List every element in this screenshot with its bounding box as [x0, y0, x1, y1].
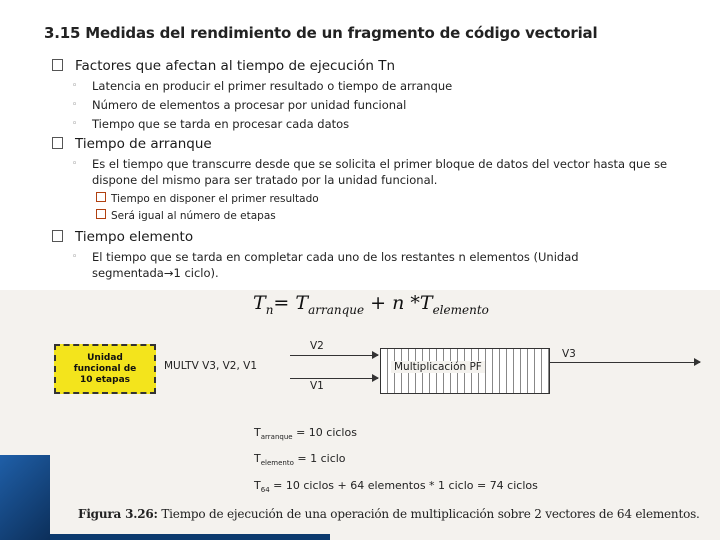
time-total: $T_{64} = 10$ ciclos + 64 elementos * 1 ciclo = 74 ciclos	[254, 479, 538, 495]
time-arranque: $T_{arranque} = 10$ ciclos	[254, 426, 357, 442]
pipeline-label: Multiplicación PF	[391, 361, 485, 373]
bullet-item	[72, 116, 692, 132]
formula: $T_n= T_{arranque} + n$ $*T_{elemento}$	[253, 292, 489, 317]
instruction-label: MULTV V3, V2, V1	[164, 360, 258, 372]
v2-label: V2	[310, 340, 324, 352]
section-heading-text: Tiempo de arranque	[75, 136, 212, 152]
figure-caption: Figura 3.26: Tiempo de ejecución de una operación de multiplicación sobre 2 vectores de 64 elementos.	[78, 507, 700, 521]
bullet-text: El tiempo que se tarda en completar cada uno de los restantes n elementos (Unidad segmentada→1 ciclo).	[92, 250, 579, 280]
bullet-item	[72, 249, 642, 281]
bullet-item	[72, 156, 692, 188]
square-bullet-icon	[52, 230, 63, 242]
section-heading-elemento	[52, 229, 193, 245]
checkbox-bullet-icon	[96, 209, 106, 219]
sub-bullet-item	[96, 209, 276, 222]
bullet-text: Tiempo que se tarda en procesar cada datos	[92, 117, 350, 131]
circle-bullet-icon: ◦	[72, 119, 78, 129]
arrow-v3	[550, 362, 700, 363]
page-title: 3.15 Medidas del rendimiento de un fragmento de código vectorial	[44, 24, 598, 42]
decorative-bar	[50, 534, 330, 540]
pipeline-box	[380, 348, 550, 394]
bullet-text: Número de elementos a procesar por unidad funcional	[92, 98, 407, 112]
bullet-item	[72, 97, 692, 113]
circle-bullet-icon: ◦	[72, 159, 78, 169]
square-bullet-icon	[52, 59, 63, 71]
checkbox-bullet-icon	[96, 192, 106, 202]
sub-bullet-text: Tiempo en disponer el primer resultado	[111, 193, 319, 205]
circle-bullet-icon: ◦	[72, 81, 78, 91]
section-heading-text: Tiempo elemento	[75, 229, 194, 245]
sub-bullet-item	[96, 192, 319, 205]
arrow-v1	[290, 378, 378, 379]
circle-bullet-icon: ◦	[72, 100, 78, 110]
v1-label: V1	[310, 380, 324, 392]
circle-bullet-icon: ◦	[72, 252, 78, 262]
square-bullet-icon	[52, 137, 63, 149]
v3-label: V3	[562, 348, 576, 360]
bullet-text: Es el tiempo que transcurre desde que se solicita el primer bloque de datos del vector hasta que se dispone del mismo para ser tratado por la unidad funcional.	[92, 157, 668, 187]
figure-background	[0, 290, 720, 540]
section-heading-text: Factores que afectan al tiempo de ejecución Tn	[75, 58, 396, 74]
decorative-corner	[0, 455, 50, 540]
arrow-v2	[290, 355, 378, 356]
time-elemento: $T_{elemento} = 1$ ciclo	[254, 452, 346, 468]
sub-bullet-text: Será igual al número de etapas	[111, 210, 276, 222]
unit-box: Unidad funcional de 10 etapas	[54, 344, 156, 394]
section-heading-factores	[52, 58, 395, 74]
bullet-item	[72, 78, 692, 94]
section-heading-arranque	[52, 136, 212, 152]
bullet-text: Latencia en producir el primer resultado o tiempo de arranque	[92, 79, 453, 93]
